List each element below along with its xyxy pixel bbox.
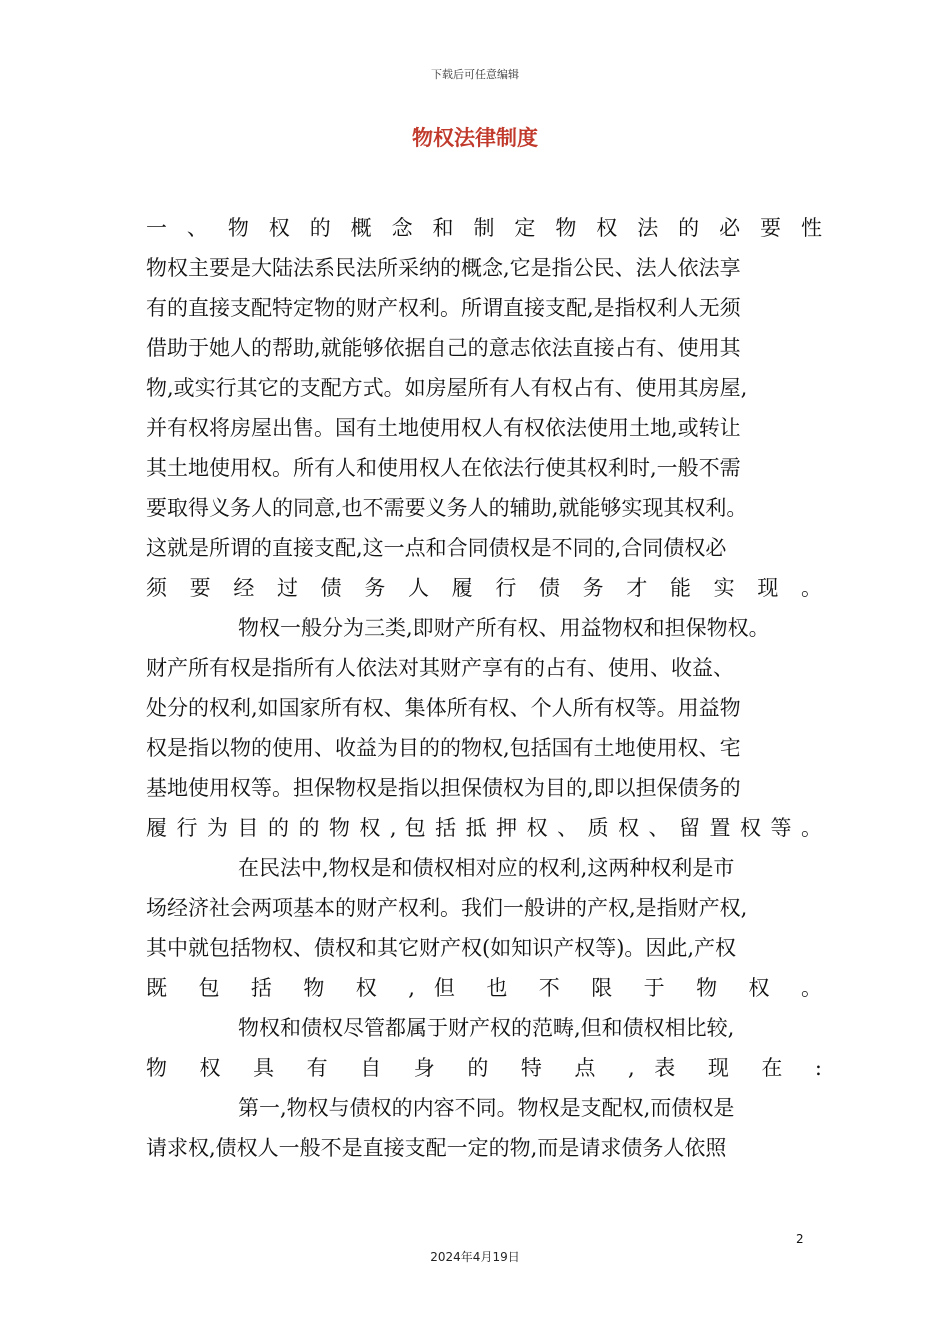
body-line: 借助于她人的帮助,就能够依据自己的意志依法直接占有、使用其 xyxy=(146,336,741,360)
body-line: 其土地使用权。所有人和使用权人在依法行使其权利时,一般不需 xyxy=(146,456,741,480)
document-title: 物权法律制度 xyxy=(412,126,538,150)
page-number: 2 xyxy=(796,1232,804,1246)
body-line: 其中就包括物权、债权和其它财产权(如知识产权等)。因此,产权 xyxy=(146,936,737,960)
body-line: 既 包 括 物 权 , 但 也 不 限 于 物 权 。 xyxy=(146,976,822,1000)
body-line: 权是指以物的使用、收益为目的的物权,包括国有土地使用权、宅 xyxy=(146,736,741,760)
body-line: 基地使用权等。担保物权是指以担保债权为目的,即以担保债务的 xyxy=(146,776,741,800)
section-heading: 一 、 物 权 的 概 念 和 制 定 物 权 法 的 必 要 性 xyxy=(146,216,822,240)
document-body xyxy=(146,208,822,1168)
body-line: 物权主要是大陆法系民法所采纳的概念,它是指公民、法人依法享 xyxy=(146,256,741,280)
page-footer-date: 2024年4月19日 xyxy=(430,1250,520,1264)
body-line: 物权和债权尽管都属于财产权的范畴,但和债权相比较, xyxy=(238,1016,735,1040)
body-line: 场经济社会两项基本的财产权利。我们一般讲的产权,是指财产权, xyxy=(146,896,748,920)
body-line: 物 权 具 有 自 身 的 特 点 , 表 现 在 : xyxy=(146,1056,822,1080)
body-line: 请求权,债权人一般不是直接支配一定的物,而是请求债务人依照 xyxy=(146,1136,727,1160)
body-line: 物,或实行其它的支配方式。如房屋所有人有权占有、使用其房屋, xyxy=(146,376,748,400)
body-line: 要取得义务人的同意,也不需要义务人的辅助,就能够实现其权利。 xyxy=(146,496,748,520)
body-line: 有的直接支配特定物的财产权利。所谓直接支配,是指权利人无须 xyxy=(146,296,741,320)
body-line: 这就是所谓的直接支配,这一点和合同债权是不同的,合同债权必 xyxy=(146,536,727,560)
body-line: 履 行 为 目 的 的 物 权 , 包 括 抵 押 权 、 质 权 、 留 置 权 等 。 xyxy=(146,816,822,840)
body-line: 财产所有权是指所有人依法对其财产享有的占有、使用、收益、 xyxy=(146,656,734,680)
body-line: 第一,物权与债权的内容不同。物权是支配权,而债权是 xyxy=(238,1096,735,1120)
page-header: 下载后可任意编辑 xyxy=(431,68,519,81)
body-line: 处分的权利,如国家所有权、集体所有权、个人所有权等。用益物 xyxy=(146,696,741,720)
body-line: 物权一般分为三类,即财产所有权、用益物权和担保物权。 xyxy=(238,616,770,640)
body-line: 在民法中,物权是和债权相对应的权利,这两种权利是市 xyxy=(238,856,735,880)
body-line: 并有权将房屋出售。国有土地使用权人有权依法使用土地,或转让 xyxy=(146,416,741,440)
body-line: 须 要 经 过 债 务 人 履 行 债 务 才 能 实 现 。 xyxy=(146,576,822,600)
